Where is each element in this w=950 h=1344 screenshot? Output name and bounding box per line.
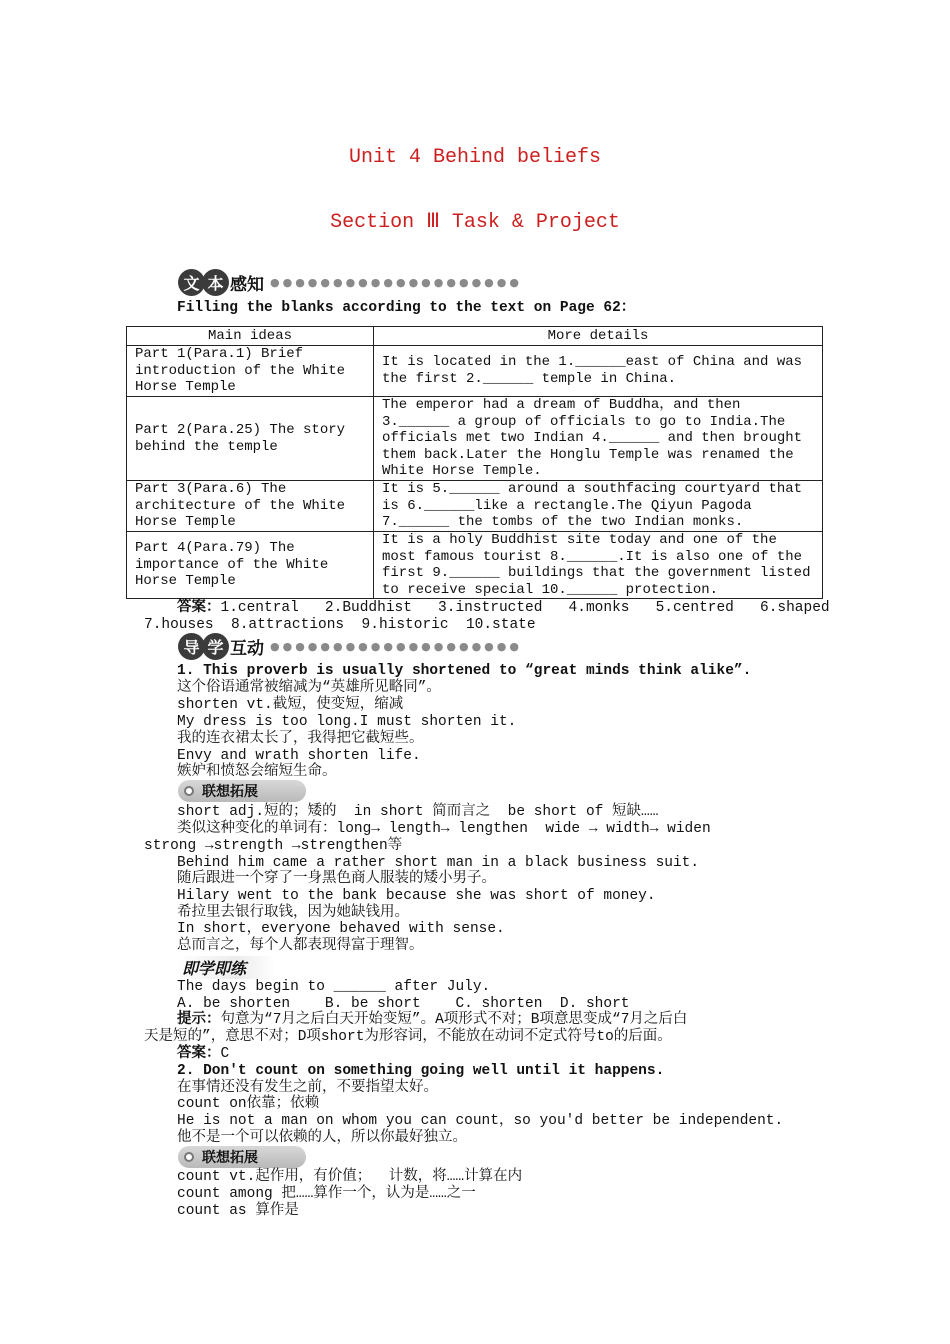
- pill-label: 联想拓展: [202, 1150, 258, 1166]
- item-1-heading: 1. This proverb is usually shortened to “great minds think alike”.: [177, 663, 752, 679]
- text-line: count among 把……算作一个，认为是……之一: [177, 1186, 476, 1202]
- cell-line: Horse Temple: [135, 573, 236, 590]
- table-row: [127, 397, 823, 481]
- cell-line: to receive special 10.______ protection.: [382, 581, 719, 598]
- section-badge-text-perception: [178, 269, 522, 296]
- main-idea-cell: [127, 397, 374, 481]
- table-row: [127, 346, 823, 397]
- text-line: 总而言之，每个人都表现得富于理智。: [177, 938, 424, 954]
- dotted-rule: ●●●●●●●●●●●●●●●●●●●●: [270, 640, 522, 653]
- text-line: In short，everyone behaved with sense.: [177, 921, 505, 937]
- cell-line: The emperor had a dream of Buddha，and then: [382, 397, 741, 414]
- cell-line: White Horse Temple.: [382, 463, 542, 480]
- main-idea-cell: [127, 481, 374, 532]
- table-row: [127, 532, 823, 599]
- cell-line: most famous tourist 8.______.It is also one of the: [382, 548, 803, 565]
- cell-line: Part 1(Para.1) Brief: [135, 346, 304, 363]
- text-line: 他不是一个可以依赖的人，所以你最好独立。: [177, 1130, 467, 1146]
- item-2-heading: 2. Don't count on something going well until it happens.: [177, 1063, 665, 1079]
- cell-line: Horse Temple: [135, 379, 236, 396]
- cell-line: 7.______ the tombs of the two Indian monks.: [382, 514, 744, 531]
- text-line: 希拉里去银行取钱，因为她缺钱用。: [177, 905, 409, 921]
- text-line: 类似这种变化的单词有：long→ length→ lengthen wide → width→ widen: [177, 821, 711, 837]
- practice-label: 即学即练: [178, 956, 276, 979]
- cell-line: It is a holy Buddhist site today and one of the: [382, 532, 777, 548]
- header-main-ideas: Main ideas: [127, 327, 374, 346]
- badge-bubble: 本: [202, 269, 229, 296]
- text-line: 随后跟进一个穿了一身黑色商人服装的矮小男子。: [177, 871, 496, 887]
- pill-label: 联想拓展: [202, 784, 258, 800]
- text-line: 在事情还没有发生之前，不要指望太好。: [177, 1080, 438, 1096]
- main-idea-cell: [127, 346, 374, 397]
- practice-question: The days begin to ______ after July.: [177, 979, 491, 995]
- answers-line: [177, 600, 830, 617]
- text-line: count as 算作是: [177, 1203, 299, 1219]
- answer-label: 答案：: [177, 1046, 221, 1062]
- text-line: short adj.短的；矮的 in short 简而言之 be short of 短缺……: [177, 804, 659, 820]
- table-header-row: [127, 327, 823, 346]
- text-line: 嫉妒和愤怒会缩短生命。: [177, 764, 337, 780]
- cell-line: architecture of the White: [135, 497, 346, 514]
- cell-line: them back.Later the Honglu Temple was renamed the: [382, 446, 794, 463]
- section-badge-guided-interaction: [178, 633, 522, 660]
- ideas-table: [126, 326, 823, 599]
- badge-bubble: 文: [178, 269, 205, 296]
- text-line: 我的连衣裙太长了，我得把它截短些。: [177, 731, 424, 747]
- text-line: He is not a man on whom you can count，so you'd better be independent.: [177, 1113, 784, 1129]
- section-title: Section Ⅲ Task & Project: [330, 211, 620, 234]
- text-line: Hilary went to the bank because she was short of money.: [177, 888, 656, 904]
- cell-line: first 9.______ buildings that the government listed: [382, 565, 811, 582]
- table-row: [127, 481, 823, 532]
- text-line: strong →strength →strengthen等: [144, 838, 403, 854]
- badge-bubble: 学: [202, 633, 229, 660]
- header-more-details: More details: [374, 327, 823, 346]
- cell-line: It is 5.______ around a southfacing courtyard that: [382, 481, 803, 498]
- hint-text: 句意为“7月之后白天开始变短”。A项形式不对；B项意思变成“7月之后白: [220, 1012, 688, 1028]
- practice-options: A. be shorten B. be short C. shorten D. short: [177, 996, 630, 1012]
- text-line: My dress is too long.I must shorten it.: [177, 714, 517, 730]
- cell-line: introduction of the White: [135, 362, 346, 379]
- badge-label: 互动: [230, 639, 264, 659]
- detail-cell: [374, 397, 823, 481]
- cell-line: the first 2.______ temple in China.: [382, 371, 677, 387]
- text-line: Behind him came a rather short man in a black business suit.: [177, 855, 700, 871]
- circle-bullet-icon: [184, 1152, 194, 1162]
- hint-line: [177, 1012, 687, 1029]
- text-line: 这个俗语通常被缩减为“英雄所见略同”。: [177, 680, 441, 696]
- circle-bullet-icon: [184, 786, 194, 796]
- detail-cell: [374, 481, 823, 532]
- answers-label: 答案：: [177, 600, 221, 616]
- text-line: Envy and wrath shorten life.: [177, 748, 421, 764]
- page-title: Unit 4 Behind beliefs: [348, 146, 602, 169]
- cell-line: Horse Temple: [135, 514, 236, 531]
- cell-line: behind the temple: [135, 438, 278, 455]
- answer-line: [177, 1046, 229, 1063]
- main-idea-cell: [127, 532, 374, 599]
- extension-pill: [178, 780, 306, 802]
- detail-cell: [374, 346, 823, 397]
- cell-line: Part 3(Para.6) The: [135, 481, 287, 498]
- badge-bubble: 导: [178, 633, 205, 660]
- hint-label: 提示：: [177, 1012, 221, 1028]
- text-line: count on依靠；依赖: [177, 1096, 320, 1112]
- cell-line: Part 4(Para.79) The: [135, 540, 295, 557]
- extension-pill: [178, 1146, 306, 1168]
- answers-text: 1.central 2.Buddhist 3.instructed 4.monks 5.centred 6.shaped: [220, 600, 830, 616]
- cell-line: 3.______ a group of officials to go to India.The: [382, 413, 786, 430]
- cell-line: importance of the White: [135, 556, 329, 573]
- text-line: count vt.起作用，有价值； 计数，将……计算在内: [177, 1169, 523, 1185]
- detail-cell: [374, 532, 823, 599]
- answer-text: C: [220, 1046, 230, 1062]
- cell-line: is 6.______like a rectangle.The Qiyun Pagoda: [382, 497, 752, 514]
- cell-line: It is located in the 1.______east of China and was: [382, 354, 803, 371]
- hint-line-2: 天是短的”，意思不对；D项short为形容词，不能放在动词不定式符号to的后面。: [144, 1029, 672, 1045]
- dotted-rule: ●●●●●●●●●●●●●●●●●●●●: [270, 276, 522, 289]
- badge-label: 感知: [230, 275, 264, 295]
- cell-line: Part 2(Para.25) The story: [135, 421, 346, 438]
- cell-line: officials met two Indian 4.______ and then brought: [382, 430, 803, 447]
- text-line: shorten vt.截短，使变短，缩减: [177, 697, 404, 713]
- answers-line-2: 7.houses 8.attractions 9.historic 10.state: [144, 617, 536, 633]
- instruction: Filling the blanks according to the text on Page 62：: [177, 300, 636, 316]
